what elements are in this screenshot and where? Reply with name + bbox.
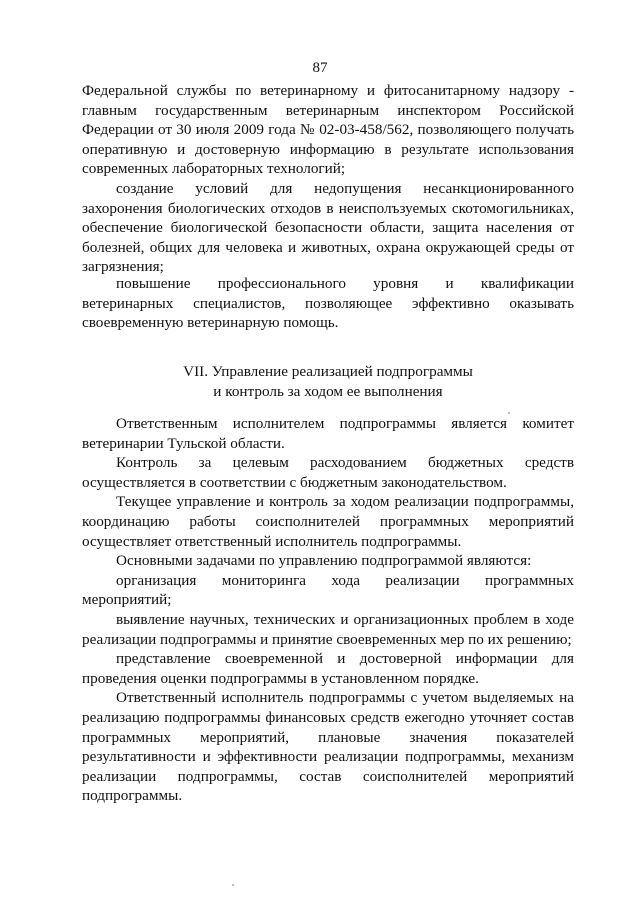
intro-paragraph-3 [82, 274, 574, 333]
section-paragraph-8: Ответственный исполнитель подпрограммы с учетом выделяемых на реализацию подпрограммы финансовых средств ежегодно уточняет состав программных мероприятий, плановые значения показателей результативности и эффективности реализации подпрограммы, механизм реализации подпрограммы, состав соисполнителей мероприятий подпрограммы. [82, 689, 574, 805]
intro-text-2: создание условий для недопущения несанкционированного захоронения биологических отходов в неисполъзуемых скотомогильниках, обеспечение биологической безопасности области, защита населения от болезней, общих для человека и животных, охрана окружающей среды от загрязнения; [82, 180, 574, 276]
intro-paragraph-2 [82, 179, 574, 277]
section-paragraph-3: Текущее управление и контроль за ходом реализации подпрограммы, координацию работы соисполнителей программных мероприятий осуществляет ответственный исполнитель подпрограммы. [82, 493, 574, 550]
intro-paragraph-1 [82, 81, 574, 179]
section-paragraph-5: организация мониторинга хода реализации программных мероприятий; [82, 571, 574, 609]
page-number: 87 [312, 60, 328, 76]
scan-speck [508, 412, 510, 414]
intro-text-3: повышение профессионального уровня и квалификации ветеринарных специалистов, позволяющее эффективно оказывать своевременную ветеринарную помощь. [82, 275, 574, 332]
scan-speck [232, 884, 234, 886]
section-paragraph-4: Основными задачами по управлению подпрограммой являются: [116, 552, 532, 570]
section-title-line-2: и контроль за ходом ее выполнения [213, 382, 443, 400]
section-title [82, 362, 574, 401]
section-paragraph-1: Ответственным исполнителем подпрограммы является комитет ветеринарии Тульской области. [82, 415, 574, 452]
section-title-line-1: VII. Управление реализацией подпрограммы [183, 363, 473, 380]
intro-text-1: Федеральной службы по ветеринарному и фитосанитарному надзору - главным государственным ветеринарным инспектором Российской Федерации от 30 июля 2009 года № 02-03-458/562, позволяющего получать оперативную и достоверную информацию в результате использования современных лабораторных технологий; [82, 82, 574, 178]
section-paragraph-6: выявление научных, технических и организационных проблем в ходе реализации подпрограммы и принятие своевременных мер по их решению; [82, 610, 574, 648]
section-paragraph-2: Контроль за целевым расходованием бюджетных средств осуществляется в соответствии с бюджетным законодательством. [82, 454, 574, 491]
section-body [82, 414, 574, 806]
section-paragraph-7: представление своевременной и достоверной информации для проведения оценки подпрограммы в установленном порядке. [82, 650, 574, 687]
